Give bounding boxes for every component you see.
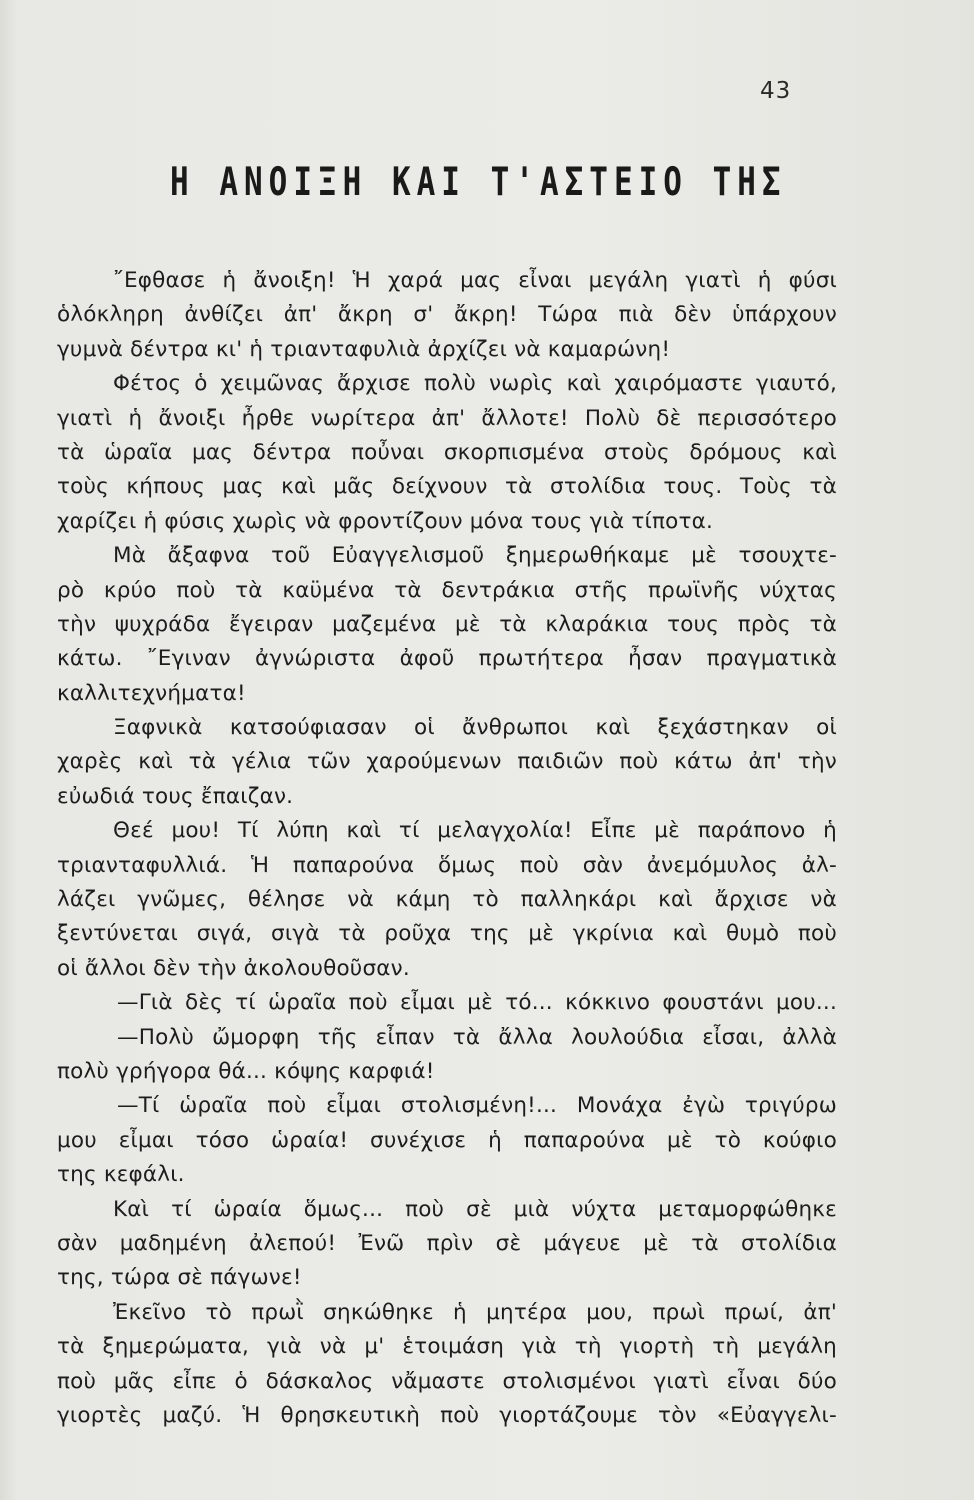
text-line: κάτω. ῎Εγιναν ἀγνώριστα ἀφοῦ πρωτήτερα ἦσαν πραγματικὰ bbox=[57, 646, 837, 672]
text-line: καλλιτεχνήματα! bbox=[57, 680, 246, 706]
text-line: Ἐκεῖνο τὸ πρωῒ σηκώθηκε ἡ μητέρα μου, πρωὶ πρωί, ἀπ' bbox=[113, 1299, 837, 1325]
dialog-line: —Πολὺ ὤμορφη τῆς εἶπαν τὰ ἄλλα λουλούδια εἶσαι, ἀλλὰ bbox=[117, 1024, 837, 1050]
text-line: γιορτὲς μαζύ. Ἡ θρησκευτικὴ ποὺ γιορτάζουμε τὸν «Εὐαγγελι- bbox=[57, 1402, 837, 1428]
text-line: ξεντύνεται σιγά, σιγὰ τὰ ροῦχα της μὲ γκρίνια καὶ θυμὸ ποὺ bbox=[57, 921, 837, 947]
text-line: τὰ ξημερώματα, γιὰ νὰ μ' ἑτοιμάση γιὰ τὴ γιορτὴ τὴ μεγάλη bbox=[57, 1334, 837, 1360]
body-text bbox=[57, 264, 837, 1433]
text-line: της κεφάλι. bbox=[57, 1162, 185, 1188]
text-line: μου εἶμαι τόσο ὡραία! συνέχισε ἡ παπαρούνα μὲ τὸ κούφιο bbox=[57, 1127, 837, 1153]
page-number: 43 bbox=[760, 78, 792, 104]
text-line: χαρίζει ἡ φύσις χωρὶς νὰ φροντίζουν μόνα τους γιὰ τίποτα. bbox=[57, 508, 714, 534]
text-line: οἱ ἄλλοι δὲν τὴν ἀκολουθοῦσαν. bbox=[57, 955, 410, 981]
text-line: Θεέ μου! Τί λύπη καὶ τί μελαγχολία! Εἶπε μὲ παράπονο ἡ bbox=[113, 818, 837, 844]
chapter-title: Η ΑΝΟΙΞΗ ΚΑΙ Τ'ΑΣΤΕΙΟ ΤΗΣ bbox=[170, 160, 787, 205]
text-line: Φέτος ὁ χειμῶνας ἄρχισε πολὺ νωρὶς καὶ χαιρόμαστε γιαυτό, bbox=[113, 371, 837, 397]
text-line: χαρὲς καὶ τὰ γέλια τῶν χαρούμενων παιδιῶν ποὺ κάτω ἀπ' τὴν bbox=[57, 749, 837, 775]
text-line: Καὶ τί ὡραία ὅμως... ποὺ σὲ μιὰ νύχτα μεταμορφώθηκε bbox=[113, 1196, 837, 1222]
text-line: γυμνὰ δέντρα κι' ἡ τριανταφυλιὰ ἀρχίζει νὰ καμαρώνη! bbox=[57, 336, 671, 362]
dialog-line: —Γιὰ δὲς τί ὡραῖα ποὺ εἶμαι μὲ τό... κόκκινο φουστάνι μου... bbox=[117, 990, 837, 1016]
text-line: γιατὶ ἡ ἄνοιξι ἦρθε νωρίτερα ἀπ' ἄλλοτε! Πολὺ δὲ περισσότερο bbox=[57, 405, 837, 431]
text-line: σὰν μαδημένη ἀλεπού! Ἐνῶ πρὶν σὲ μάγευε μὲ τὰ στολίδια bbox=[57, 1230, 837, 1256]
text-line: πολὺ γρήγορα θά... κόψης καρφιά! bbox=[57, 1058, 435, 1084]
text-line: της, τώρα σὲ πάγωνε! bbox=[57, 1265, 302, 1291]
text-line: ὁλόκληρη ἀνθίζει ἀπ' ἄκρη σ' ἄκρη! Τώρα πιὰ δὲν ὑπάρχουν bbox=[57, 302, 837, 328]
text-line: Ξαφνικὰ κατσούφιασαν οἱ ἄνθρωποι καὶ ξεχάστηκαν οἱ bbox=[113, 715, 837, 741]
text-line: Μὰ ἄξαφνα τοῦ Εὐαγγελισμοῦ ξημερωθήκαμε μὲ τσουχτε- bbox=[113, 543, 837, 569]
text-line: τὰ ὡραῖα μας δέντρα ποὖναι σκορπισμένα στοὺς δρόμους καὶ bbox=[57, 439, 837, 465]
text-line: εὐωδιά τους ἔπαιζαν. bbox=[57, 783, 294, 809]
text-line: λάζει γνῶμες, θέλησε νὰ κάμη τὸ παλληκάρι καὶ ἄρχισε νὰ bbox=[57, 887, 837, 913]
text-line: ποὺ μᾶς εἶπε ὁ δάσκαλος νἄμαστε στολισμένοι γιατὶ εἶναι δύο bbox=[57, 1368, 837, 1394]
text-line: ῎Εφθασε ἡ ἄνοιξη! Ἡ χαρά μας εἶναι μεγάλη γιατὶ ἡ φύσι bbox=[113, 268, 837, 293]
text-line: τριανταφυλλιά. Ἡ παπαρούνα ὅμως ποὺ σὰν ἀνεμόμυλος ἀλ- bbox=[57, 852, 837, 878]
text-line: τοὺς κήπους μας καὶ μᾶς δείχνουν τὰ στολίδια τους. Τοὺς τὰ bbox=[57, 474, 837, 500]
dialog-line: —Τί ὡραῖα ποὺ εἶμαι στολισμένη!... Μονάχα ἐγὼ τριγύρω bbox=[117, 1093, 837, 1119]
text-line: τὴν ψυχράδα ἔγειραν μαζεμένα μὲ τὰ κλαράκια τους πρὸς τὰ bbox=[57, 611, 837, 637]
text-line: ρὸ κρύο ποὺ τὰ καϋμένα τὰ δεντράκια στῆς πρωϊνῆς νύχτας bbox=[57, 577, 837, 603]
